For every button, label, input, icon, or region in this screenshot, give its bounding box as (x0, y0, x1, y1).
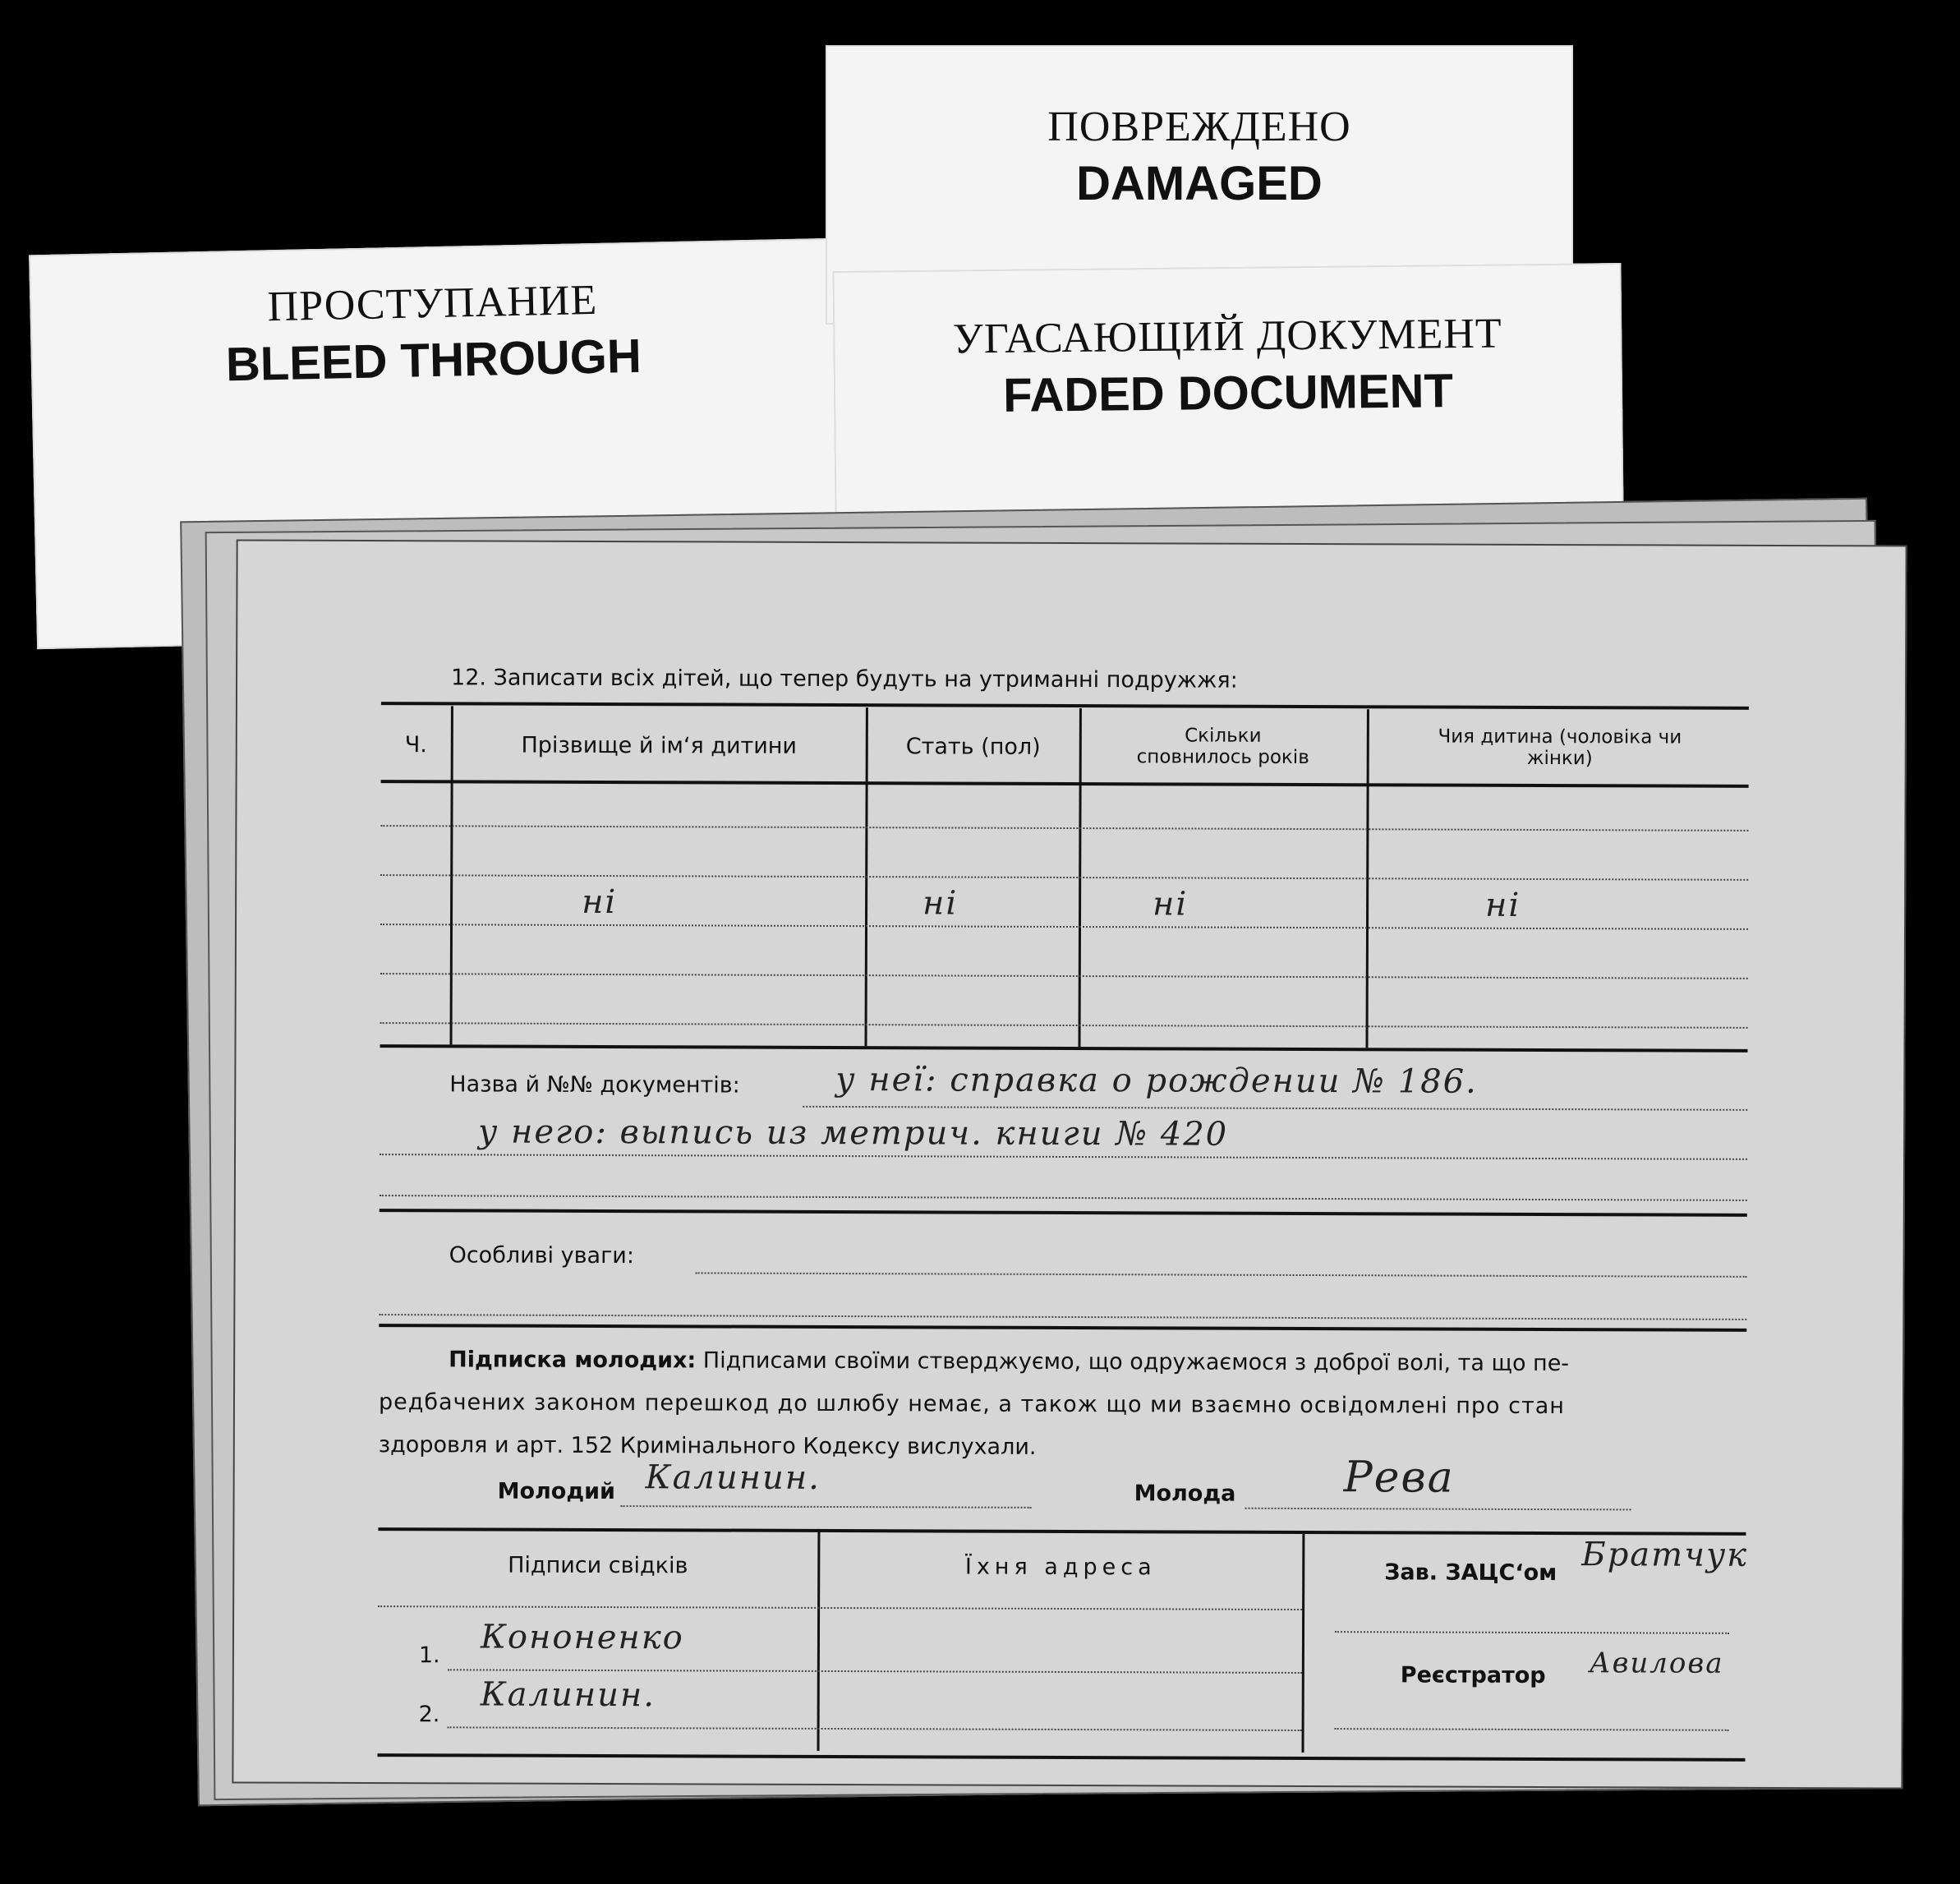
documents-dotted-line (380, 1195, 1747, 1201)
remarks-dotted-line (379, 1314, 1746, 1320)
remarks-dotted-line (696, 1272, 1747, 1277)
bride-signature-line (1245, 1508, 1631, 1511)
registrar-signature-line (1335, 1728, 1729, 1731)
table-row (380, 1022, 1748, 1029)
witness-bottom-rule (377, 1753, 1745, 1762)
remarks-label: Особливі уваги: (449, 1242, 635, 1269)
head-signature-line (1335, 1631, 1729, 1634)
faded-document-en: FADED DOCUMENT (1002, 364, 1454, 422)
header-number: Ч. (404, 732, 427, 758)
witness-row-line (448, 1669, 1302, 1674)
table-row (380, 874, 1748, 881)
entry-sex: ні (922, 884, 959, 923)
header-whose-child: Чия дитина (чоловіка чи жінки) (1438, 726, 1682, 770)
documents-label: Назва й №№ документів: (449, 1071, 740, 1099)
documents-dotted-line (380, 1154, 1747, 1160)
groom-signature-line (621, 1505, 1032, 1509)
entry-child-name: ні (582, 882, 618, 922)
head-signature: Братчук (1581, 1536, 1749, 1574)
faded-document-label (832, 263, 1623, 518)
witness-2-number: 2. (418, 1702, 440, 1728)
marriage-record-form (232, 539, 1907, 1789)
head-label: Зав. ЗАЦС‘ом (1384, 1559, 1557, 1587)
documents-rule (380, 1209, 1747, 1217)
registrar-label: Реєстратор (1400, 1662, 1546, 1689)
witness-header-rule (378, 1605, 1302, 1610)
header-sex: Стать (пол) (905, 734, 1041, 760)
table-row (380, 973, 1748, 979)
remarks-rule (379, 1324, 1746, 1332)
documents-handwriting-1: у неї: справка о рождении № 186. (835, 1061, 1478, 1101)
groom-signature: Калинин. (645, 1458, 821, 1497)
entry-whose-child: ні (1485, 886, 1521, 924)
pledge-title: Підписка молодих: (449, 1347, 697, 1374)
table-row (380, 924, 1748, 930)
address-header: Їхня адреса (964, 1554, 1157, 1581)
witness-1-number: 1. (418, 1642, 440, 1669)
header-age: Скільки сповнилось років (1136, 725, 1309, 769)
bride-label: Молода (1134, 1481, 1236, 1507)
entry-age: ні (1153, 885, 1189, 924)
registrar-signature: Авилова (1589, 1647, 1724, 1680)
table-header-rule (381, 780, 1749, 788)
table-row (380, 825, 1748, 831)
pledge-line-1 (449, 1347, 1746, 1377)
faded-document-ru: УГАСАЮЩИЙ ДОКУМЕНТ (952, 310, 1502, 363)
witness-row-line (448, 1726, 1302, 1731)
witness-header: Підписи свідків (508, 1552, 688, 1579)
witness-2-signature: Калинин. (480, 1675, 656, 1715)
witness-top-rule (378, 1527, 1746, 1536)
pledge-line-3: здоровля и арт. 152 Кримінального Кодексу вислухали. (378, 1432, 1037, 1460)
documents-handwriting-2: у него: выпись из метрич. книги № 420 (478, 1112, 1229, 1154)
bleed-through-ru: ПРОСТУПАНИЕ (267, 276, 598, 331)
documents-dotted-line (803, 1106, 1747, 1111)
pledge-line-2: редбачених законом перешкод до шлюбу немає, а також що ми взаємно освідомлені про стан (378, 1389, 1565, 1420)
header-child-name: Прізвище й ім‘я дитини (521, 732, 798, 759)
section-12-title: 12. Записати всіх дітей, що тепер будуть на утриманні подружжя: (451, 665, 1238, 693)
table-top-rule (381, 702, 1749, 710)
table-bottom-rule (380, 1044, 1747, 1053)
damaged-en: DAMAGED (1076, 157, 1323, 210)
pledge-text-1: Підписами своїми стверджуємо, що одружаємося з доброї волі, та що пе- (702, 1347, 1570, 1377)
bride-signature: Рева (1343, 1453, 1455, 1503)
bleed-through-en: BLEED THROUGH (225, 329, 642, 392)
damaged-ru: ПОВРЕЖДЕНО (1047, 104, 1351, 150)
groom-label: Молодий (497, 1478, 616, 1505)
witness-1-signature: Кононенко (480, 1618, 684, 1657)
